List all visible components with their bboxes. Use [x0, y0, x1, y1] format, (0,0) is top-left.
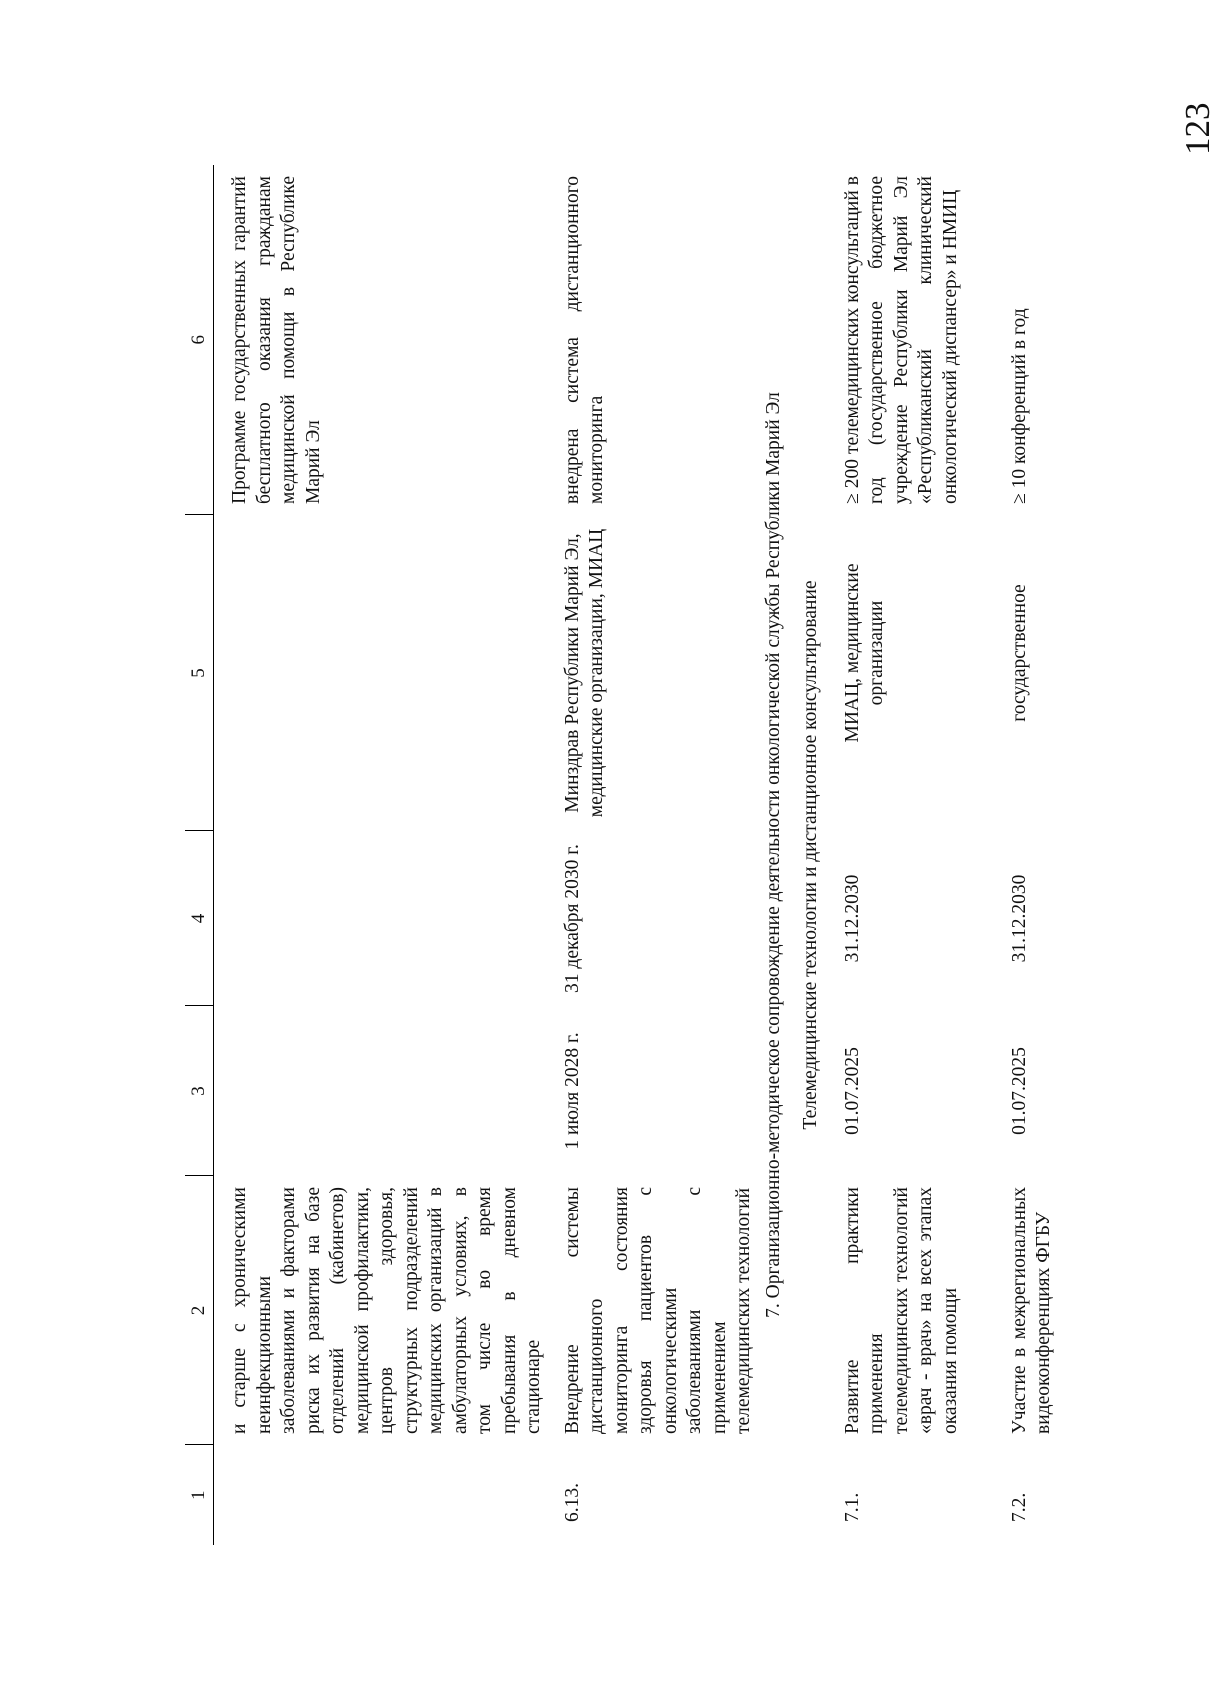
subsection-heading-row	[794, 165, 829, 1545]
column-header-3: 3	[185, 1006, 214, 1176]
section-heading-row	[757, 165, 794, 1545]
table-row-7-1	[829, 165, 996, 1545]
column-header-6: 6	[185, 165, 214, 515]
cell-result: внедрена система дистанционного мониторинга	[561, 176, 607, 504]
cell-measure: Развитие практики применения телемедицинских технологий «врач - врач» на всех этапах оказания помощи	[841, 1187, 961, 1434]
plan-table	[185, 165, 1057, 1545]
cell-end-date: 31 декабря 2030 г.	[561, 844, 583, 993]
cell-measure: и старше с хроническими неинфекционными заболеваниями и факторами риска их развития на базе отделений (кабинетов) медицинской профилактики, центров здоровья, структурных подразделений медицинских организаций в амбулаторных условиях, в том числе во время пребывания в дневном стационаре	[229, 1187, 544, 1434]
cell-end-date	[214, 831, 547, 1006]
cell-start-date: 01.07.2025	[841, 1047, 863, 1135]
cell-number: 7.1.	[841, 1492, 863, 1522]
rotated-page-content	[185, 165, 1065, 1545]
cell-number: 7.2.	[1008, 1492, 1030, 1522]
cell-responsible: государственное	[1008, 584, 1030, 722]
cell-number: 6.13.	[561, 1483, 583, 1522]
cell-responsible	[214, 515, 547, 831]
table-row-continuation	[214, 165, 547, 1545]
column-header-4: 4	[185, 831, 214, 1006]
cell-responsible: МИАЦ, медицинские организации	[841, 563, 887, 743]
cell-result: ≥ 10 конференций в год	[1008, 308, 1030, 504]
table-header-row	[185, 165, 214, 1545]
cell-end-date: 31.12.2030	[1008, 874, 1030, 963]
table-row-6-13	[547, 165, 757, 1545]
cell-number	[214, 1445, 547, 1545]
subsection-heading: Телемедицинские технологии и дистанционное консультирование	[799, 580, 821, 1130]
cell-measure: Участие в межрегиональных видеоконференциях ФГБУ	[1008, 1187, 1054, 1434]
cell-end-date: 31.12.2030	[841, 874, 863, 963]
cell-result: ≥ 200 телемедицинских консультаций в год (государственное бюджетное учреждение Республики Марий Эл «Республиканский клинический онкологический диспансер» и НМИЦ	[841, 176, 961, 504]
cell-start-date	[214, 1006, 547, 1176]
cell-responsible: Минздрав Республики Марий Эл, медицинские организации, МИАЦ	[561, 528, 607, 818]
column-header-5: 5	[185, 515, 214, 831]
cell-start-date: 01.07.2025	[1008, 1047, 1030, 1135]
column-header-1: 1	[185, 1445, 214, 1545]
cell-result: Программе государственных гарантий бесплатного оказания гражданам медицинской помощи в Республике Марий Эл	[229, 176, 324, 504]
cell-start-date: 1 июля 2028 г.	[561, 1032, 583, 1150]
table-row-7-2	[996, 165, 1057, 1545]
column-header-2: 2	[185, 1176, 214, 1445]
page-number: 123	[1178, 102, 1217, 155]
cell-measure: Внедрение системы дистанционного мониторинга состояния здоровья пациентов с онкологическими заболеваниями с применением телемедицинских технологий	[561, 1187, 754, 1434]
section-heading: 7. Организационно-методическое сопровождение деятельности онкологической службы Республики Марий Эл	[762, 392, 784, 1318]
